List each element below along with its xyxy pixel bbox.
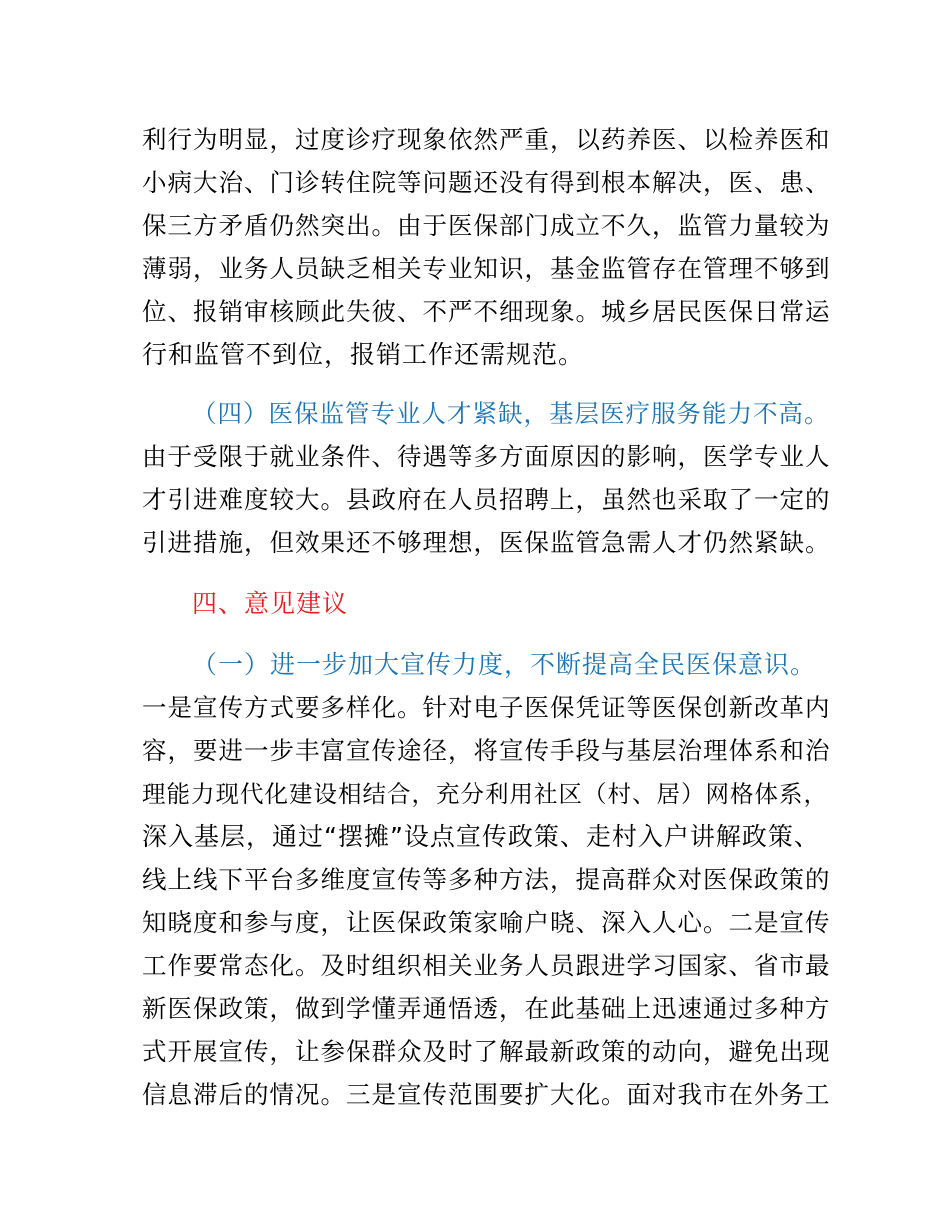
paragraph-line: 才引进难度较大。县政府在人员招聘上，虽然也采取了一定的 (142, 485, 831, 514)
paragraph-line: 理能力现代化建设相结合，充分利用社区（村、居）网格体系， (142, 780, 828, 808)
section-heading: 四、意见建议 (192, 589, 349, 618)
paragraph-line: 工作要常态化。及时组织相关业务人员跟进学习国家、省市最 (142, 951, 831, 980)
paragraph-line: 利行为明显，过度诊疗现象依然严重，以药养医、以检养医和 (142, 125, 831, 154)
paragraph-line: 行和监管不到位，报销工作还需规范。 (142, 340, 585, 369)
paragraph-line: 薄弱，业务人员缺乏相关专业知识，基金监管存在管理不够到 (142, 254, 831, 283)
paragraph-line: 位、报销审核顾此失彼、不严不细现象。城乡居民医保日常运 (142, 297, 831, 326)
paragraph-line: 由于受限于就业条件、待遇等多方面原因的影响，医学专业人 (142, 442, 831, 471)
paragraph-line: 引进措施，但效果还不够理想，医保监管急需人才仍然紧缺。 (142, 528, 831, 557)
paragraph-line: 深入基层，通过“摆摊”设点宣传政策、走村入户讲解政策、 (142, 822, 820, 851)
paragraph-line: 新医保政策，做到学懂弄通悟透，在此基础上迅速通过多种方 (142, 994, 831, 1023)
paragraph-line: 式开展宣传，让参保群众及时了解最新政策的动向，避免出现 (142, 1037, 831, 1066)
paragraph-line: 线上线下平台多维度宣传等多种方法，提高群众对医保政策的 (142, 865, 831, 894)
paragraph-line: 知晓度和参与度，让医保政策家喻户晓、深入人心。二是宣传 (142, 908, 831, 937)
subheading-one: （一）进一步加大宣传力度，不断提高全民医保意识。 (192, 650, 817, 679)
paragraph-line: 小病大治、门诊转住院等问题还没有得到根本解决，医、患、 (142, 168, 831, 197)
paragraph-line: 保三方矛盾仍然突出。由于医保部门成立不久，监管力量较为 (142, 211, 831, 240)
paragraph-line: 容，要进一步丰富宣传途径，将宣传手段与基层治理体系和治 (142, 736, 831, 765)
paragraph-line: 信息滞后的情况。三是宣传范围要扩大化。面对我市在外务工 (142, 1080, 831, 1109)
paragraph-line: 一是宣传方式要多样化。针对电子医保凭证等医保创新改革内 (142, 693, 831, 722)
subheading-four: （四）医保监管专业人才紧缺，基层医疗服务能力不高。 (192, 399, 830, 428)
